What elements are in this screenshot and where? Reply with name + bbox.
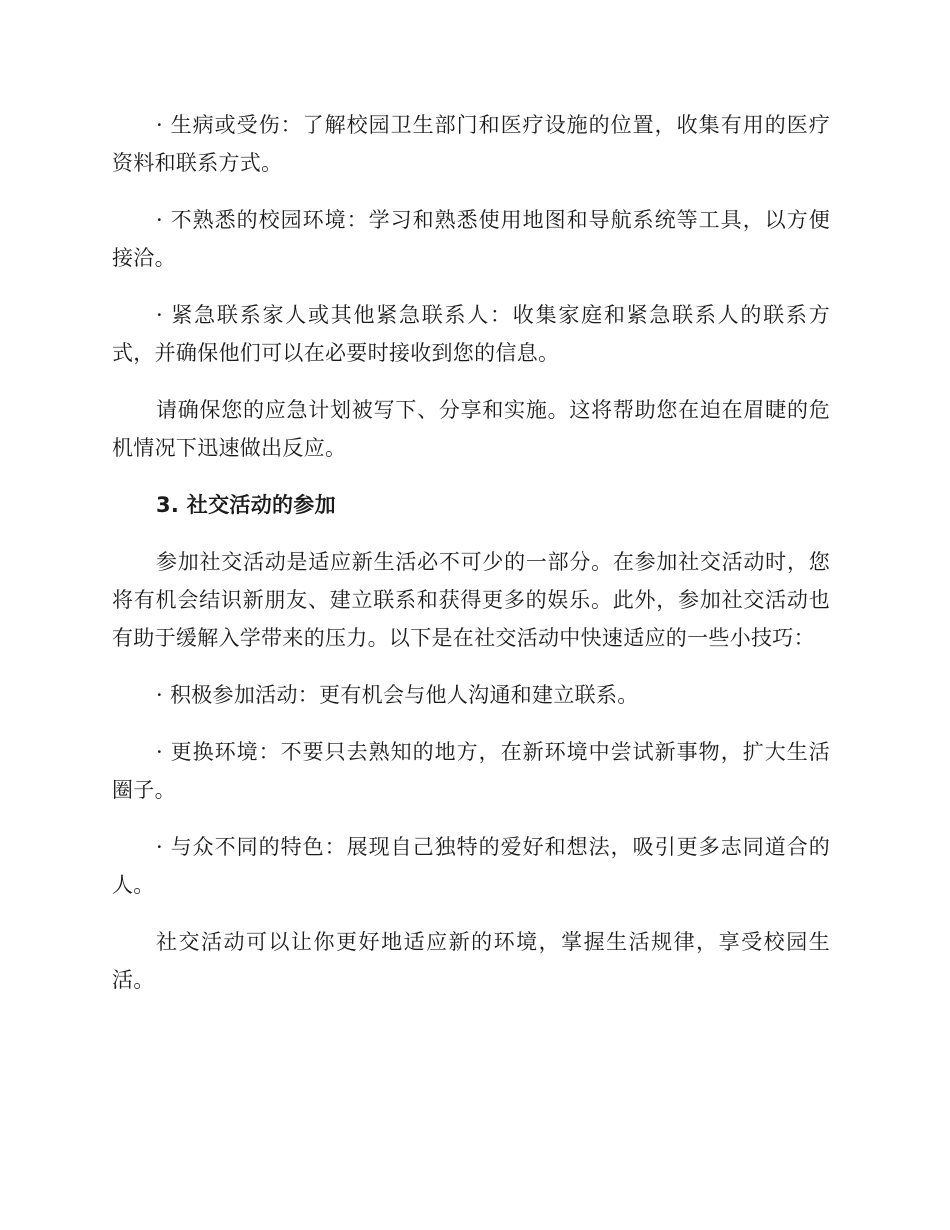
bullet-paragraph-campus-environment: · 不熟悉的校园环境：学习和熟悉使用地图和导航系统等工具，以方便接洽。 xyxy=(112,208,830,270)
bullet-paragraph-change-environment: · 更换环境：不要只去熟知的地方，在新环境中尝试新事物，扩大生活圈子。 xyxy=(112,740,830,802)
paragraph-social-conclusion: 社交活动可以让你更好地适应新的环境，掌握生活规律，享受校园生活。 xyxy=(112,930,830,992)
section-heading: 3. 社交活动的参加 xyxy=(156,493,336,517)
paragraph-emergency-plan: 请确保您的应急计划被写下、分享和实施。这将帮助您在迫在眉睫的危机情况下迅速做出反应。 xyxy=(112,398,830,460)
paragraph-social-intro: 参加社交活动是适应新生活必不可少的一部分。在参加社交活动时，您将有机会结识新朋友、建立联系和获得更多的娱乐。此外，参加社交活动也有助于缓解入学带来的压力。以下是在社交活动中快速适应的一些小技巧： xyxy=(112,550,830,650)
document-body xyxy=(112,106,830,1018)
bullet-paragraph-emergency-contact: · 紧急联系家人或其他紧急联系人：收集家庭和紧急联系人的联系方式，并确保他们可以在必要时接收到您的信息。 xyxy=(112,303,830,365)
bullet-paragraph-participate: · 积极参加活动：更有机会与他人沟通和建立联系。 xyxy=(156,683,639,707)
bullet-paragraph-unique-features: · 与众不同的特色：展现自己独特的爱好和想法，吸引更多志同道合的人。 xyxy=(112,835,830,897)
bullet-paragraph-illness: · 生病或受伤：了解校园卫生部门和医疗设施的位置，收集有用的医疗资料和联系方式。 xyxy=(112,113,830,175)
